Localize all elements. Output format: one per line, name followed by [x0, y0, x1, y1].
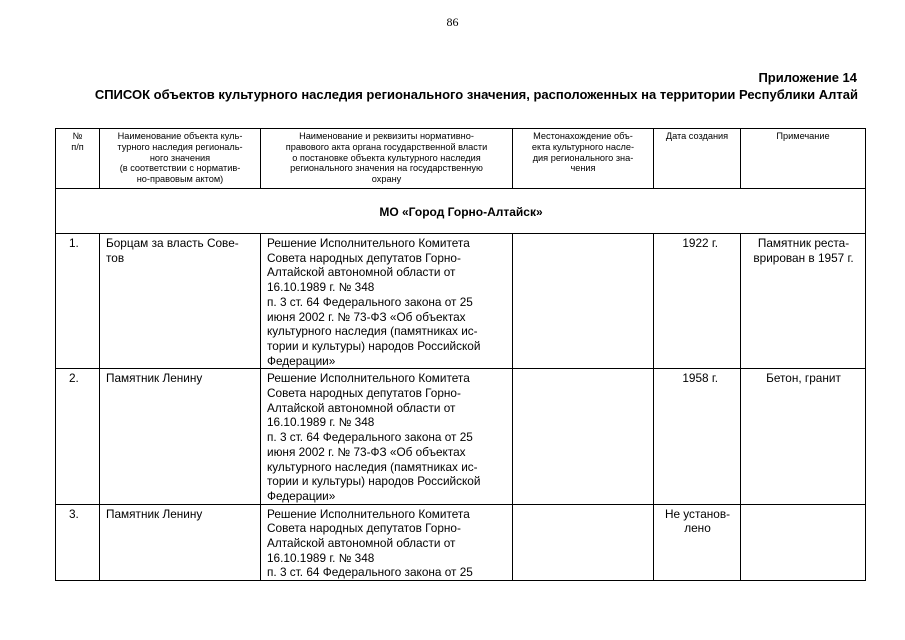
- table-header-row: [56, 129, 866, 189]
- object-note: [741, 504, 866, 581]
- object-name: Памятник Ленину: [100, 504, 261, 581]
- table-row: [56, 369, 866, 504]
- heritage-objects-table: [55, 128, 866, 581]
- column-header-note: Примечание: [741, 129, 866, 189]
- row-number: 3.: [56, 504, 100, 581]
- row-number: 1.: [56, 233, 100, 368]
- object-note: Бетон, гранит: [741, 369, 866, 504]
- row-number: 2.: [56, 369, 100, 504]
- column-header-location: Местонахождение объ- екта культурного насле- дия регионального зна- чения: [513, 129, 654, 189]
- legal-act: Решение Исполнительного Комитета Совета народных депутатов Горно- Алтайской автономной области от 16.10.1989 г. № 348 п. 3 ст. 64 Федерального закона от 25: [261, 504, 513, 581]
- creation-date: 1958 г.: [654, 369, 741, 504]
- document-title: СПИСОК объектов культурного наследия регионального значения, расположенных на территории Республики Алтай: [94, 87, 858, 102]
- object-location: [513, 504, 654, 581]
- creation-date: 1922 г.: [654, 233, 741, 368]
- appendix-label: Приложение 14: [758, 70, 857, 85]
- table-row: [56, 233, 866, 368]
- page-number: 86: [446, 15, 459, 29]
- object-location: [513, 233, 654, 368]
- table-row: [56, 504, 866, 581]
- creation-date: Не установ- лено: [654, 504, 741, 581]
- object-name: Памятник Ленину: [100, 369, 261, 504]
- column-header-object-name: Наименование объекта куль- турного наследия региональ- ного значения (в соответствии с норматив- но-правовым актом): [100, 129, 261, 189]
- column-header-number: № п/п: [56, 129, 100, 189]
- object-name: Борцам за власть Сове- тов: [100, 233, 261, 368]
- legal-act: Решение Исполнительного Комитета Совета народных депутатов Горно- Алтайской автономной области от 16.10.1989 г. № 348 п. 3 ст. 64 Федерального закона от 25 июня 2002 г. № 73-ФЗ «Об объектах культурного наследия (памятниках ис- тории и культуры) народов Российской Федерации»: [261, 369, 513, 504]
- object-note: Памятник реста- врирован в 1957 г.: [741, 233, 866, 368]
- column-header-legal-act: Наименование и реквизиты нормативно- правового акта органа государственной власти о постановке объекта культурного наследия регионального значения на государственную охрану: [261, 129, 513, 189]
- section-row: [56, 188, 866, 233]
- object-location: [513, 369, 654, 504]
- section-title: МО «Город Горно-Алтайск»: [56, 188, 866, 233]
- legal-act: Решение Исполнительного Комитета Совета народных депутатов Горно- Алтайской автономной области от 16.10.1989 г. № 348 п. 3 ст. 64 Федерального закона от 25 июня 2002 г. № 73-ФЗ «Об объектах культурного наследия (памятниках ис- тории и культуры) народов Российской Федерации»: [261, 233, 513, 368]
- column-header-creation-date: Дата создания: [654, 129, 741, 189]
